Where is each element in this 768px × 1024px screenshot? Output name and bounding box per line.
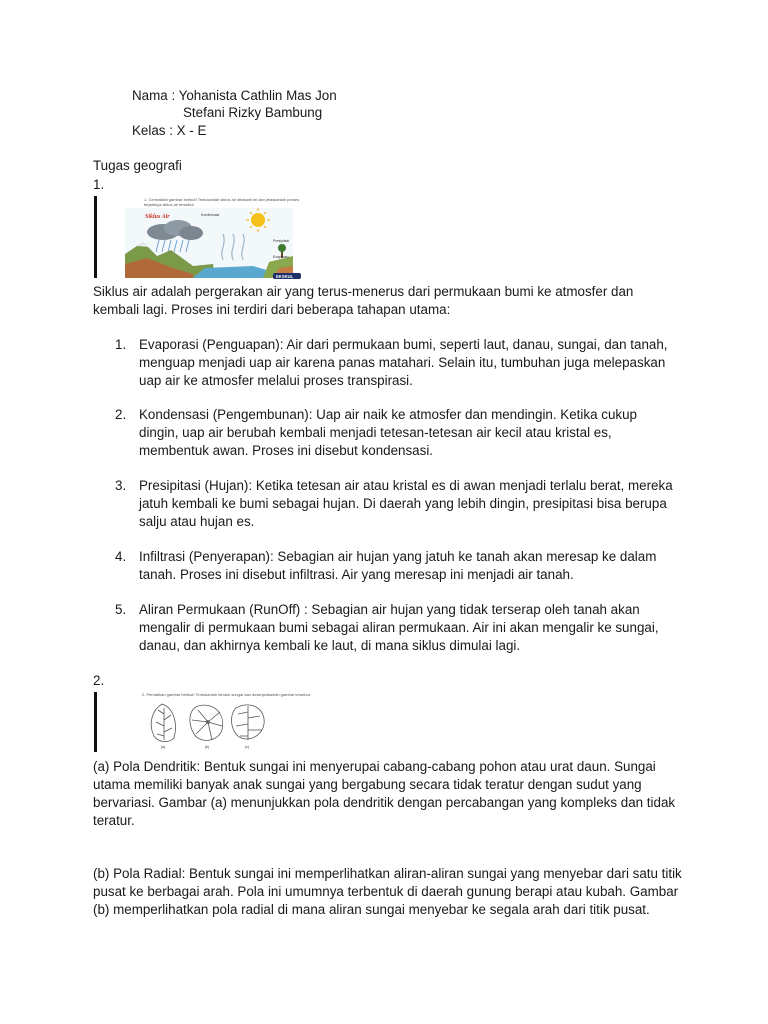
figure-1-title: Siklus Air — [145, 214, 170, 220]
dendritic-pattern-icon — [151, 704, 175, 742]
list-item-number: 1. — [115, 337, 127, 352]
pola-dendritik-paragraph: (a) Pola Dendritik: Bentuk sungai ini menyerupai cabang-cabang pohon atau urat daun. Sungai utama memiliki banyak anak sungai yang bergabung secara tidak teratur dengan sudut yang bervariasi. Gambar (a) menunjukkan pola dendritik dengan percabangan yang kompleks dan tidak teratur. — [93, 759, 676, 828]
question-1-number: 1. — [93, 177, 105, 192]
figure-2-margin-bar — [94, 692, 97, 752]
list-item-text: Infiltrasi (Penyerapan): Sebagian air hujan yang jatuh ke tanah akan meresap ke dalam tanah. Proses ini disebut infiltrasi. Air yang meresap ini menjadi air tanah. — [139, 549, 657, 582]
figure-2-label-b: (b) — [205, 745, 210, 749]
list-item-text: Aliran Permukaan (RunOff) : Sebagian air hujan yang tidak terserap oleh tanah akan mengalir di permukaan bumi sebagai aliran permukaan. Air ini akan mengalir ke sungai, danau, dan akhirnya kembali ke laut, di mana siklus dimulai lagi. — [139, 602, 659, 653]
figure-2-label-a: (a) — [161, 745, 166, 749]
student-name-second: Stefani Rizky Bambung — [183, 105, 323, 120]
trellis-pattern-icon — [232, 705, 265, 740]
river-pattern-figure — [138, 690, 318, 752]
list-item-number: 4. — [115, 549, 127, 564]
class-line: Kelas : X - E — [132, 123, 207, 138]
pola-radial-paragraph: (b) Pola Radial: Bentuk sungai ini memperlihatkan aliran-aliran sungai yang menyebar dari satu titik pusat ke berbagai arah. Pola ini umumnya terbentuk di daerah gunung berapi atau kubah. Gambar (b) memperlihatkan pola radial di mana aliran sungai menyebar ke segala arah dari titik pusat. — [93, 866, 682, 917]
radial-pattern-icon — [190, 705, 223, 740]
figure-1-margin-bar — [94, 196, 97, 278]
figure-1-label-c: Evaporasi — [273, 255, 289, 259]
list-item-text: Presipitasi (Hujan): Ketika tetesan air atau kristal es di awan menjadi terlalu berat, mereka jatuh kembali ke bumi sebagai hujan. Di daerah yang lebih dingin, presipitasi bisa berupa salju atau hujan es. — [139, 478, 673, 529]
figure-1-watermark: EKSKUL — [276, 274, 294, 279]
q1-intro: Siklus air adalah pergerakan air yang terus-menerus dari permukaan bumi ke atmosfer dan kembali lagi. Proses ini terdiri dari beberapa tahapan utama: — [93, 284, 634, 317]
river-patterns-illustration — [138, 690, 318, 752]
figure-1-label-b: Presipitasi — [273, 239, 290, 243]
list-item-number: 2. — [115, 407, 127, 422]
question-2-number: 2. — [93, 673, 105, 688]
list-item-text: Evaporasi (Penguapan): Air dari permukaan bumi, seperti laut, danau, sungai, dan tanah, menguap menjadi uap air karena panas matahari. Selain itu, tumbuhan juga melepaskan uap air ke atmosfer melalui proses transpirasi. — [139, 337, 668, 388]
list-item-number: 5. — [115, 602, 127, 617]
list-item-text: Kondensasi (Pengembunan): Uap air naik ke atmosfer dan mendingin. Ketika cukup dingin, uap air berubah kembali menjadi tetesan-tetesan air kecil atau kristal es, membentuk awan. Proses ini disebut kondensasi. — [139, 407, 637, 458]
list-item-number: 3. — [115, 478, 127, 493]
document-title: Tugas geografi — [93, 158, 182, 173]
figure-1-caption: 1. Cermatilah gambar berikut! Tentukanlah siklus air dibawah ini dan jelaskanlah proses terjadinya siklus air tersebut. — [144, 197, 300, 207]
water-cycle-figure — [123, 194, 313, 280]
water-cycle-illustration — [123, 194, 313, 280]
figure-2-label-c: (c) — [245, 745, 250, 749]
figure-2-caption: 2. Perhatikan gambar berikut! Tentukanlah bentuk sungai dan deskripsikanlah gambar tersebut. — [142, 692, 311, 697]
student-name-line: Nama : Yohanista Cathlin Mas Jon — [132, 88, 337, 103]
figure-1-label-a: Kondensasi — [201, 213, 220, 217]
